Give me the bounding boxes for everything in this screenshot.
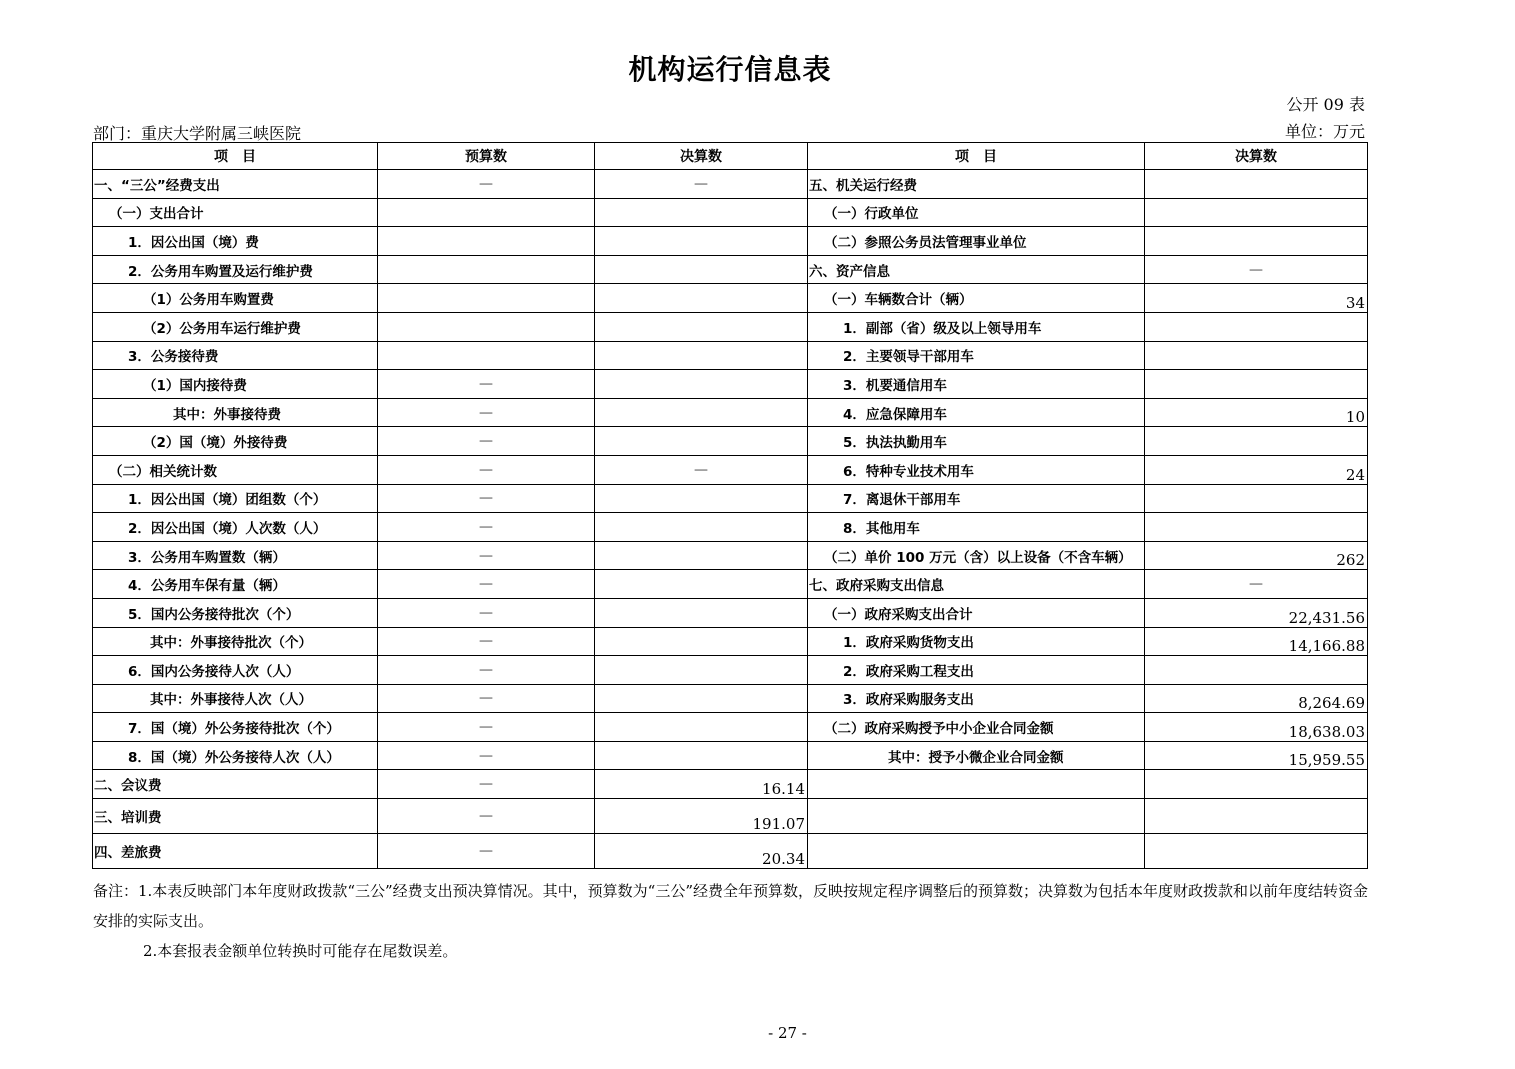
- item-right-cell: 五、机关运行经费: [808, 170, 1145, 199]
- item-right-cell: [808, 799, 1145, 834]
- table-row: [93, 713, 1368, 742]
- budget-cell: —: [378, 741, 595, 770]
- final-right-cell: [1145, 198, 1368, 227]
- final-left-cell: [595, 398, 808, 427]
- item-left-cell: 5．国内公务接待批次（个）: [93, 598, 378, 627]
- final-left-cell: [595, 312, 808, 341]
- budget-cell: —: [378, 541, 595, 570]
- item-left-cell: 其中：外事接待人次（人）: [93, 684, 378, 713]
- table-row: [93, 598, 1368, 627]
- item-left-cell: 2．因公出国（境）人次数（人）: [93, 513, 378, 542]
- final-left-cell: [595, 684, 808, 713]
- final-right-cell: 18,638.03: [1145, 713, 1368, 742]
- final-left-cell: [595, 570, 808, 599]
- budget-cell: —: [378, 770, 595, 799]
- item-right-cell: 6．特种专业技术用车: [808, 455, 1145, 484]
- item-left-cell: 其中：外事接待费: [93, 398, 378, 427]
- item-right-cell: （二）政府采购授予中小企业合同金额: [808, 713, 1145, 742]
- budget-cell: —: [378, 834, 595, 869]
- table-row: [93, 312, 1368, 341]
- final-right-cell: [1145, 770, 1368, 799]
- note-1-continued: 安排的实际支出。: [93, 912, 214, 930]
- item-left-cell: （一）支出合计: [93, 198, 378, 227]
- table-row: [93, 799, 1368, 834]
- table-row: [93, 284, 1368, 313]
- item-left-cell: （1）公务用车购置费: [93, 284, 378, 313]
- table-row: [93, 513, 1368, 542]
- notes: [93, 876, 1483, 966]
- final-left-cell: —: [595, 455, 808, 484]
- final-right-cell: [1145, 484, 1368, 513]
- item-left-cell: 8．国（境）外公务接待人次（人）: [93, 741, 378, 770]
- item-left-cell: 二、会议费: [93, 770, 378, 799]
- item-right-cell: 2．政府采购工程支出: [808, 656, 1145, 685]
- budget-cell: —: [378, 656, 595, 685]
- final-right-cell: 34: [1145, 284, 1368, 313]
- header-item-right: 项 目: [808, 143, 1145, 170]
- item-left-cell: 2．公务用车购置及运行维护费: [93, 255, 378, 284]
- budget-cell: —: [378, 627, 595, 656]
- table-row: [93, 370, 1368, 399]
- final-right-cell: [1145, 513, 1368, 542]
- final-right-cell: —: [1145, 570, 1368, 599]
- item-right-cell: （一）车辆数合计（辆）: [808, 284, 1145, 313]
- item-right-cell: 2．主要领导干部用车: [808, 341, 1145, 370]
- table-row: [93, 834, 1368, 869]
- budget-cell: —: [378, 170, 595, 199]
- item-left-cell: （二）相关统计数: [93, 455, 378, 484]
- table-row: [93, 484, 1368, 513]
- form-number: 公开 09 表: [1286, 95, 1365, 114]
- item-left-cell: 三、培训费: [93, 799, 378, 834]
- item-right-cell: 7．离退休干部用车: [808, 484, 1145, 513]
- item-left-cell: 其中：外事接待批次（个）: [93, 627, 378, 656]
- final-right-cell: [1145, 427, 1368, 456]
- item-left-cell: 3．公务用车购置数（辆）: [93, 541, 378, 570]
- final-right-cell: [1145, 170, 1368, 199]
- final-left-cell: [595, 627, 808, 656]
- item-right-cell: 六、资产信息: [808, 255, 1145, 284]
- final-left-cell: [595, 198, 808, 227]
- item-left-cell: （2）公务用车运行维护费: [93, 312, 378, 341]
- item-right-cell: [808, 834, 1145, 869]
- item-right-cell: 5．执法执勤用车: [808, 427, 1145, 456]
- final-right-cell: [1145, 656, 1368, 685]
- table-row: [93, 541, 1368, 570]
- table-row: [93, 627, 1368, 656]
- table-row: [93, 255, 1368, 284]
- budget-cell: [378, 227, 595, 256]
- item-left-cell: 1．因公出国（境）团组数（个）: [93, 484, 378, 513]
- item-left-cell: 7．国（境）外公务接待批次（个）: [93, 713, 378, 742]
- budget-cell: —: [378, 598, 595, 627]
- item-right-cell: 1．政府采购货物支出: [808, 627, 1145, 656]
- budget-cell: —: [378, 713, 595, 742]
- budget-cell: —: [378, 484, 595, 513]
- final-right-cell: [1145, 227, 1368, 256]
- final-right-cell: 10: [1145, 398, 1368, 427]
- final-left-cell: [595, 484, 808, 513]
- item-left-cell: （2）国（境）外接待费: [93, 427, 378, 456]
- table-row: [93, 656, 1368, 685]
- final-left-cell: [595, 513, 808, 542]
- final-left-cell: [595, 227, 808, 256]
- final-left-cell: [595, 427, 808, 456]
- info-table: [92, 142, 1368, 869]
- item-left-cell: 一、“三公”经费支出: [93, 170, 378, 199]
- item-left-cell: （1）国内接待费: [93, 370, 378, 399]
- final-left-cell: [595, 713, 808, 742]
- table-row: [93, 227, 1368, 256]
- final-right-cell: [1145, 834, 1368, 869]
- page-title: 机构运行信息表: [628, 53, 832, 86]
- table-row: [93, 427, 1368, 456]
- item-right-cell: （二）参照公务员法管理事业单位: [808, 227, 1145, 256]
- final-right-cell: 262: [1145, 541, 1368, 570]
- final-left-cell: [595, 341, 808, 370]
- item-right-cell: 七、政府采购支出信息: [808, 570, 1145, 599]
- table-row: [93, 684, 1368, 713]
- final-left-cell: [595, 370, 808, 399]
- final-left-cell: 16.14: [595, 770, 808, 799]
- table-row: [93, 170, 1368, 199]
- item-left-cell: 1．因公出国（境）费: [93, 227, 378, 256]
- final-right-cell: [1145, 370, 1368, 399]
- final-left-cell: [595, 284, 808, 313]
- final-right-cell: [1145, 341, 1368, 370]
- budget-cell: —: [378, 513, 595, 542]
- final-left-cell: [595, 741, 808, 770]
- department-label: 部门：重庆大学附属三峡医院: [93, 124, 302, 143]
- final-right-cell: 8,264.69: [1145, 684, 1368, 713]
- budget-cell: [378, 255, 595, 284]
- item-right-cell: 其中：授予小微企业合同金额: [808, 741, 1145, 770]
- item-right-cell: 1．副部（省）级及以上领导用车: [808, 312, 1145, 341]
- final-left-cell: [595, 541, 808, 570]
- header-final-right: 决算数: [1145, 143, 1368, 170]
- budget-cell: —: [378, 799, 595, 834]
- budget-cell: —: [378, 427, 595, 456]
- table-row: [93, 398, 1368, 427]
- final-right-cell: [1145, 312, 1368, 341]
- final-right-cell: 15,959.55: [1145, 741, 1368, 770]
- table-row: [93, 770, 1368, 799]
- note-2: 2.本套报表金额单位转换时可能存在尾数误差。: [143, 942, 458, 960]
- budget-cell: —: [378, 570, 595, 599]
- item-right-cell: 4．应急保障用车: [808, 398, 1145, 427]
- final-right-cell: —: [1145, 255, 1368, 284]
- budget-cell: —: [378, 455, 595, 484]
- item-right-cell: 3．政府采购服务支出: [808, 684, 1145, 713]
- final-left-cell: 20.34: [595, 834, 808, 869]
- item-left-cell: 3．公务接待费: [93, 341, 378, 370]
- note-1: 备注：1.本表反映部门本年度财政拨款“三公”经费支出预决算情况。其中，预算数为“三公”经费全年预算数，反映按规定程序调整后的预算数；决算数为包括本年度财政拨款和以前年度结转资金: [93, 882, 1368, 900]
- header-item-left: 项 目: [93, 143, 378, 170]
- page-number: - 27 -: [768, 1024, 807, 1042]
- item-right-cell: （二）单价 100 万元（含）以上设备（不含车辆）: [808, 541, 1145, 570]
- final-left-cell: [595, 255, 808, 284]
- item-right-cell: 3．机要通信用车: [808, 370, 1145, 399]
- table-row: [93, 341, 1368, 370]
- table-row: [93, 570, 1368, 599]
- budget-cell: —: [378, 398, 595, 427]
- budget-cell: [378, 341, 595, 370]
- final-right-cell: 24: [1145, 455, 1368, 484]
- table-header-row: [93, 143, 1368, 170]
- item-right-cell: （一）政府采购支出合计: [808, 598, 1145, 627]
- item-right-cell: [808, 770, 1145, 799]
- final-right-cell: 22,431.56: [1145, 598, 1368, 627]
- final-left-cell: 191.07: [595, 799, 808, 834]
- budget-cell: —: [378, 370, 595, 399]
- item-left-cell: 6．国内公务接待人次（人）: [93, 656, 378, 685]
- header-budget: 预算数: [378, 143, 595, 170]
- header-final-left: 决算数: [595, 143, 808, 170]
- final-right-cell: [1145, 799, 1368, 834]
- budget-cell: [378, 312, 595, 341]
- unit-label: 单位：万元: [1284, 122, 1365, 141]
- item-left-cell: 四、差旅费: [93, 834, 378, 869]
- final-left-cell: [595, 598, 808, 627]
- table-row: [93, 455, 1368, 484]
- final-left-cell: —: [595, 170, 808, 199]
- item-right-cell: （一）行政单位: [808, 198, 1145, 227]
- item-right-cell: 8．其他用车: [808, 513, 1145, 542]
- item-left-cell: 4．公务用车保有量（辆）: [93, 570, 378, 599]
- table-row: [93, 198, 1368, 227]
- final-left-cell: [595, 656, 808, 685]
- budget-cell: —: [378, 684, 595, 713]
- budget-cell: [378, 198, 595, 227]
- table-row: [93, 741, 1368, 770]
- final-right-cell: 14,166.88: [1145, 627, 1368, 656]
- budget-cell: [378, 284, 595, 313]
